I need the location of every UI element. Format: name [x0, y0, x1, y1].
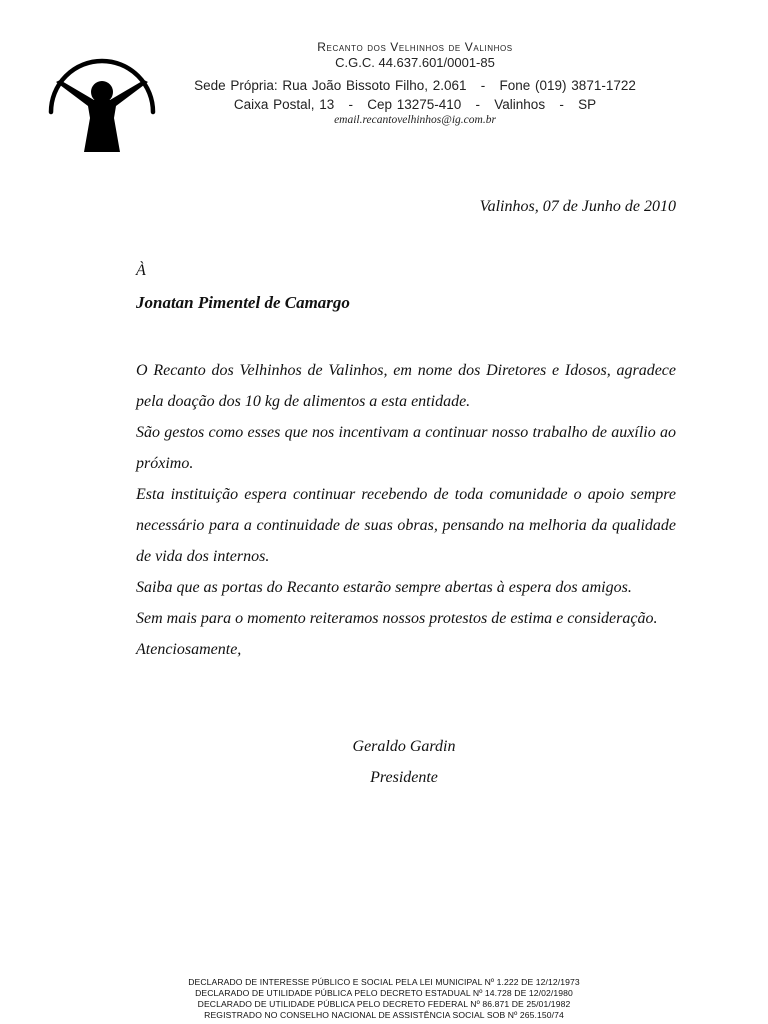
- signature-block: [136, 731, 676, 793]
- cgc-number: C.G.C. 44.637.601/0001-85: [335, 55, 495, 70]
- footer-line: REGISTRADO NO CONSELHO NACIONAL DE ASSISTÊNCIA SOCIAL SOB Nº 265.150/74: [204, 1010, 564, 1020]
- salutation: À: [136, 262, 146, 279]
- paragraph: Sem mais para o momento reiteramos nossos protestos de estima e consideração.: [136, 610, 658, 627]
- legal-footer: [100, 977, 668, 1021]
- organization-name: Recanto dos Velhinhos de Valinhos: [317, 40, 513, 54]
- postal-line: Caixa Postal, 13 - Cep 13275-410 - Valinhos - SP: [233, 97, 597, 112]
- paragraph: Esta instituição espera continuar recebendo de toda comunidade o apoio sempre necessário para a continuidade de suas obras, pensando na melhoria da qualidade de vida dos internos.: [136, 486, 676, 565]
- paragraph: O Recanto dos Velhinhos de Valinhos, em nome dos Diretores e Idosos, agradece pela doação dos 10 kg de alimentos a esta entidade.: [136, 362, 676, 410]
- paragraph: São gestos como esses que nos incentivam a continuar nosso trabalho de auxílio ao próximo.: [136, 424, 676, 472]
- letter-date: Valinhos, 07 de Junho de 2010: [479, 198, 676, 215]
- logo-head: [91, 81, 113, 103]
- footer-line: DECLARADO DE INTERESSE PÚBLICO E SOCIAL PELA LEI MUNICIPAL Nº 1.222 DE 12/12/1973: [188, 977, 580, 987]
- signer-name: Geraldo Gardin: [352, 738, 456, 755]
- address-line: Sede Própria: Rua João Bissoto Filho, 2.061 - Fone (019) 3871-1722: [194, 78, 636, 93]
- paragraph: Saiba que as portas do Recanto estarão sempre abertas à espera dos amigos.: [136, 579, 632, 596]
- closing: Atenciosamente,: [136, 641, 242, 658]
- letter-body: [136, 355, 676, 665]
- logo-person-arms-raised-icon: [44, 40, 160, 158]
- letterhead: [170, 40, 660, 127]
- signer-title: Presidente: [370, 769, 438, 786]
- footer-line: DECLARADO DE UTILIDADE PÚBLICA PELO DECRETO ESTADUAL Nº 14.728 DE 12/02/1980: [195, 988, 573, 998]
- footer-line: DECLARADO DE UTILIDADE PÚBLICA PELO DECRETO FEDERAL Nº 86.871 DE 25/01/1982: [197, 999, 571, 1009]
- recipient-name: Jonatan Pimentel de Camargo: [136, 293, 350, 312]
- email-address: email.recantovelhinhos@ig.com.br: [334, 114, 496, 126]
